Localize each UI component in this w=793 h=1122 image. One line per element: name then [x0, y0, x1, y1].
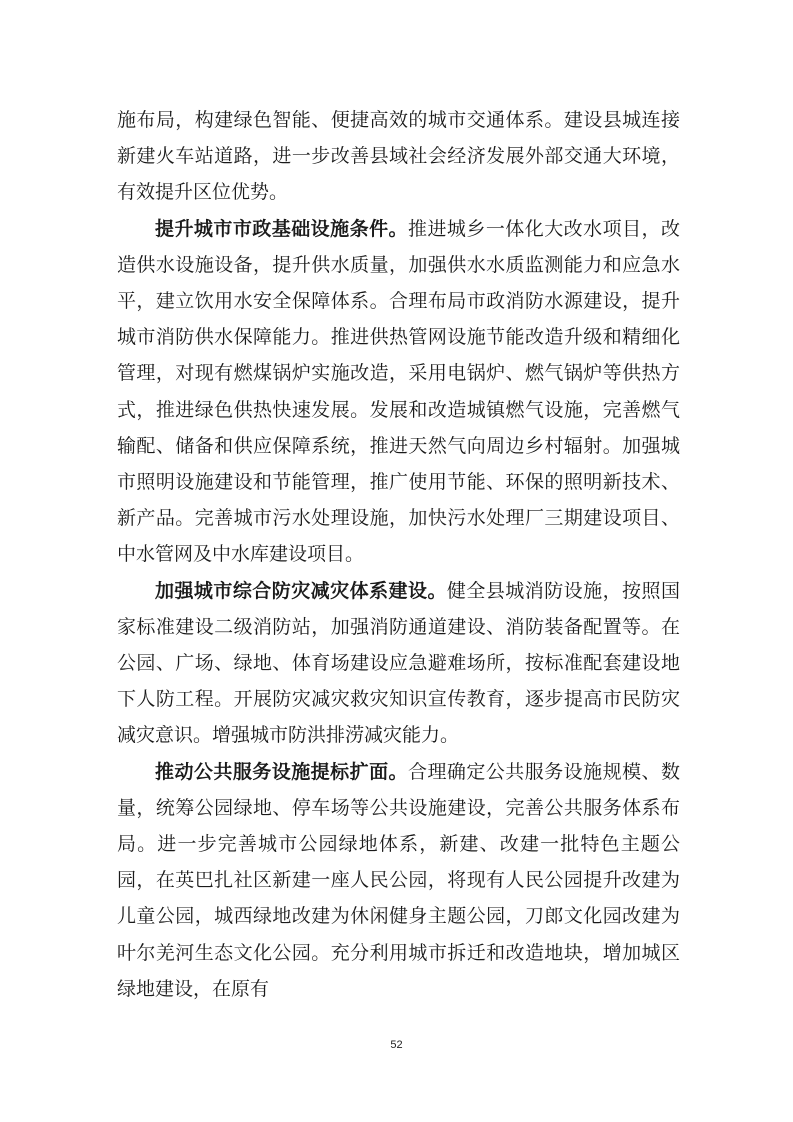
paragraph-lead: 加强城市综合防灾减灾体系建设。 — [155, 579, 447, 602]
paragraph-text: 施布局，构建绿色智能、便捷高效的城市交通体系。建设县城连接新建火车站道路，进一步改善县域社会经济发展外部交通大环境，有效提升区位优势。 — [117, 109, 680, 204]
paragraph-continuation — [117, 102, 680, 211]
paragraph-text: 合理确定公共服务设施规模、数量，统筹公园绿地、停车场等公共设施建设，完善公共服务体系布局。进一步完善城市公园绿地体系，新建、改建一批特色主题公园，在英巴扎社区新建一座人民公园，将现有人民公园提升改建为儿童公园，城西绿地改建为休闲健身主题公园，刀郎文化园改建为叶尔羌河生态文化公园。充分利用城市拆迁和改造地块，增加城区绿地建设，在原有 — [117, 760, 680, 1000]
page-number: 52 — [390, 1039, 403, 1051]
document-body — [117, 102, 680, 1007]
paragraph-lead: 提升城市市政基础设施条件。 — [155, 217, 408, 240]
paragraph-lead: 推动公共服务设施提标扩面。 — [155, 760, 408, 783]
paragraph-text: 健全县城消防设施，按照国家标准建设二级消防站，加强消防通道建设、消防装备配置等。在公园、广场、绿地、体育场建设应急避难场所，按标准配套建设地下人防工程。开展防灾减灾救灾知识宣传教育，逐步提高市民防灾减灾意识。增强城市防洪排涝减灾能力。 — [117, 579, 680, 747]
paragraph-municipal-infrastructure — [117, 211, 680, 573]
paragraph-public-services — [117, 754, 680, 1007]
paragraph-disaster-prevention — [117, 573, 680, 754]
paragraph-text: 推进城乡一体化大改水项目，改造供水设施设备，提升供水质量，加强供水水质监测能力和应急水平，建立饮用水安全保障体系。合理布局市政消防水源建设，提升城市消防供水保障能力。推进供热管网设施节能改造升级和精细化管理，对现有燃煤锅炉实施改造，采用电锅炉、燃气锅炉等供热方式，推进绿色供热快速发展。发展和改造城镇燃气设施，完善燃气输配、储备和供应保障系统，推进天然气向周边乡村辐射。加强城市照明设施建设和节能管理，推广使用节能、环保的照明新技术、新产品。完善城市污水处理设施，加快污水处理厂三期建设项目、中水管网及中水库建设项目。 — [117, 217, 680, 566]
